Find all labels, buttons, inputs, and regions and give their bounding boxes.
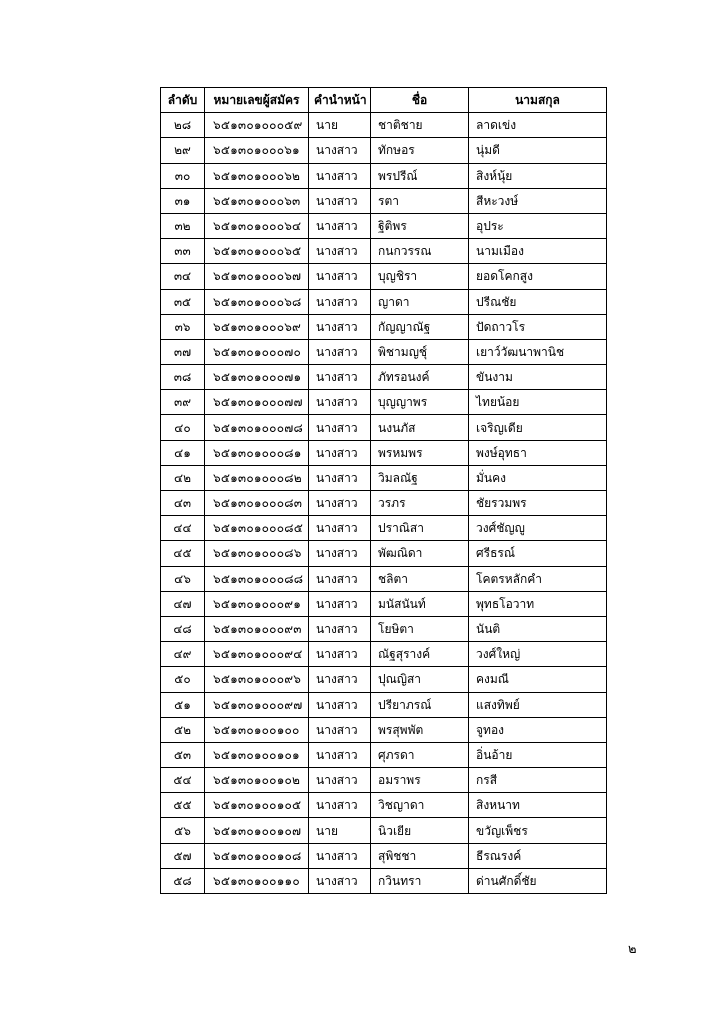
order-cell: ๓๘: [161, 365, 205, 390]
first-name-cell: ศุภรดา: [371, 742, 469, 767]
applicant-number-cell: ๖๕๑๓๐๑๐๐๐๖๑: [205, 138, 309, 163]
first-name-cell: ณัฐสุรางค์: [371, 642, 469, 667]
applicant-number-cell: ๖๕๑๓๐๑๐๐๐๘๑: [205, 440, 309, 465]
applicant-number-cell: ๖๕๑๓๐๑๐๐๐๘๓: [205, 491, 309, 516]
title-cell: นางสาว: [309, 314, 371, 339]
table-row: [161, 188, 607, 213]
order-cell: ๕๐: [161, 667, 205, 692]
title-cell: นางสาว: [309, 264, 371, 289]
header-title: คำนำหน้า: [309, 88, 371, 113]
last-name-cell: แสงทิพย์: [469, 692, 607, 717]
order-cell: ๔๙: [161, 642, 205, 667]
applicant-number-cell: ๖๕๑๓๐๑๐๐๐๙๖: [205, 667, 309, 692]
first-name-cell: วรภร: [371, 491, 469, 516]
header-first-name: ชื่อ: [371, 88, 469, 113]
order-cell: ๕๒: [161, 717, 205, 742]
first-name-cell: อมราพร: [371, 768, 469, 793]
title-cell: นางสาว: [309, 616, 371, 641]
order-cell: ๓๐: [161, 163, 205, 188]
title-cell: นาย: [309, 818, 371, 843]
applicant-number-cell: ๖๕๑๓๐๑๐๐๑๐๕: [205, 793, 309, 818]
applicant-number-cell: ๖๕๑๓๐๑๐๐๐๗๘: [205, 415, 309, 440]
last-name-cell: สีหะวงษ์: [469, 188, 607, 213]
applicant-number-cell: ๖๕๑๓๐๑๐๐๐๗๗: [205, 390, 309, 415]
first-name-cell: ปรียาภรณ์: [371, 692, 469, 717]
order-cell: ๕๓: [161, 742, 205, 767]
first-name-cell: พรหมพร: [371, 440, 469, 465]
order-cell: ๔๒: [161, 465, 205, 490]
last-name-cell: วงศ์ชัญญู: [469, 516, 607, 541]
applicant-number-cell: ๖๕๑๓๐๑๐๐๑๐๑: [205, 742, 309, 767]
applicant-number-cell: ๖๕๑๓๐๑๐๐๐๖๓: [205, 188, 309, 213]
title-cell: นางสาว: [309, 692, 371, 717]
applicant-number-cell: ๖๕๑๓๐๑๐๐๐๖๕: [205, 239, 309, 264]
last-name-cell: พุทธโอวาท: [469, 591, 607, 616]
header-order: ลำดับ: [161, 88, 205, 113]
applicant-number-cell: ๖๕๑๓๐๑๐๐๑๑๐: [205, 868, 309, 893]
applicant-number-cell: ๖๕๑๓๐๑๐๐๐๘๒: [205, 465, 309, 490]
order-cell: ๓๑: [161, 188, 205, 213]
table-body: [161, 113, 607, 894]
title-cell: นางสาว: [309, 415, 371, 440]
table-row: [161, 742, 607, 767]
order-cell: ๔๓: [161, 491, 205, 516]
table-row: [161, 213, 607, 238]
applicant-number-cell: ๖๕๑๓๐๑๐๐๐๙๗: [205, 692, 309, 717]
first-name-cell: รตา: [371, 188, 469, 213]
table-row: [161, 314, 607, 339]
order-cell: ๔๐: [161, 415, 205, 440]
first-name-cell: พรปรีณ์: [371, 163, 469, 188]
applicant-number-cell: ๖๕๑๓๐๑๐๐๐๖๒: [205, 163, 309, 188]
applicant-number-cell: ๖๕๑๓๐๑๐๐๐๗๐: [205, 339, 309, 364]
applicant-number-cell: ๖๕๑๓๐๑๐๐๑๐๒: [205, 768, 309, 793]
first-name-cell: วิมลณัฐ: [371, 465, 469, 490]
applicant-table: [160, 87, 607, 894]
order-cell: ๒๘: [161, 113, 205, 138]
title-cell: นางสาว: [309, 742, 371, 767]
title-cell: นางสาว: [309, 213, 371, 238]
order-cell: ๓๙: [161, 390, 205, 415]
last-name-cell: นันติ: [469, 616, 607, 641]
order-cell: ๔๗: [161, 591, 205, 616]
last-name-cell: จูทอง: [469, 717, 607, 742]
title-cell: นางสาว: [309, 465, 371, 490]
applicant-number-cell: ๖๕๑๓๐๑๐๐๐๙๔: [205, 642, 309, 667]
order-cell: ๓๖: [161, 314, 205, 339]
first-name-cell: ชาติชาย: [371, 113, 469, 138]
title-cell: นางสาว: [309, 541, 371, 566]
applicant-number-cell: ๖๕๑๓๐๑๐๐๐๘๕: [205, 516, 309, 541]
title-cell: นางสาว: [309, 440, 371, 465]
table-row: [161, 717, 607, 742]
title-cell: นางสาว: [309, 365, 371, 390]
title-cell: นางสาว: [309, 289, 371, 314]
last-name-cell: ขวัญเพ็ชร: [469, 818, 607, 843]
first-name-cell: ปุณญิสา: [371, 667, 469, 692]
title-cell: นางสาว: [309, 868, 371, 893]
last-name-cell: ยอดโคกสูง: [469, 264, 607, 289]
title-cell: นาย: [309, 113, 371, 138]
title-cell: นางสาว: [309, 566, 371, 591]
first-name-cell: นิวเยีย: [371, 818, 469, 843]
first-name-cell: ปราณิสา: [371, 516, 469, 541]
applicant-number-cell: ๖๕๑๓๐๑๐๐๐๕๙: [205, 113, 309, 138]
order-cell: ๔๖: [161, 566, 205, 591]
applicant-number-cell: ๖๕๑๓๐๑๐๐๑๐๐: [205, 717, 309, 742]
header-applicant-number: หมายเลขผู้สมัคร: [205, 88, 309, 113]
first-name-cell: ภัทรอนงค์: [371, 365, 469, 390]
order-cell: ๓๕: [161, 289, 205, 314]
first-name-cell: ชลิตา: [371, 566, 469, 591]
order-cell: ๓๔: [161, 264, 205, 289]
table-row: [161, 339, 607, 364]
table-row: [161, 365, 607, 390]
table-row: [161, 264, 607, 289]
table-row: [161, 163, 607, 188]
table-row: [161, 289, 607, 314]
table-row: [161, 390, 607, 415]
applicant-number-cell: ๖๕๑๓๐๑๐๐๐๘๘: [205, 566, 309, 591]
table-row: [161, 868, 607, 893]
title-cell: นางสาว: [309, 390, 371, 415]
table-row: [161, 465, 607, 490]
table-row: [161, 138, 607, 163]
order-cell: ๕๕: [161, 793, 205, 818]
last-name-cell: ไทยน้อย: [469, 390, 607, 415]
order-cell: ๕๑: [161, 692, 205, 717]
first-name-cell: โยษิตา: [371, 616, 469, 641]
order-cell: ๓๒: [161, 213, 205, 238]
last-name-cell: พงษ์อุทธา: [469, 440, 607, 465]
table-row: [161, 516, 607, 541]
table-row: [161, 667, 607, 692]
title-cell: นางสาว: [309, 591, 371, 616]
order-cell: ๕๖: [161, 818, 205, 843]
title-cell: นางสาว: [309, 843, 371, 868]
last-name-cell: สิงห์นุ้ย: [469, 163, 607, 188]
last-name-cell: ปรีณชัย: [469, 289, 607, 314]
applicant-number-cell: ๖๕๑๓๐๑๐๐๐๖๔: [205, 213, 309, 238]
order-cell: ๔๕: [161, 541, 205, 566]
applicant-number-cell: ๖๕๑๓๐๑๐๐๐๖๘: [205, 289, 309, 314]
table-header: [161, 88, 607, 113]
first-name-cell: วิชญาดา: [371, 793, 469, 818]
order-cell: ๕๔: [161, 768, 205, 793]
last-name-cell: ด่านศักดิ์ชัย: [469, 868, 607, 893]
table-row: [161, 591, 607, 616]
title-cell: นางสาว: [309, 768, 371, 793]
order-cell: ๕๗: [161, 843, 205, 868]
last-name-cell: อุประ: [469, 213, 607, 238]
last-name-cell: ชัยรวมพร: [469, 491, 607, 516]
title-cell: นางสาว: [309, 516, 371, 541]
title-cell: นางสาว: [309, 163, 371, 188]
table-row: [161, 843, 607, 868]
title-cell: นางสาว: [309, 793, 371, 818]
table-row: [161, 491, 607, 516]
header-row: [161, 88, 607, 113]
table-row: [161, 566, 607, 591]
last-name-cell: อิ่นอ้าย: [469, 742, 607, 767]
title-cell: นางสาว: [309, 138, 371, 163]
title-cell: นางสาว: [309, 339, 371, 364]
last-name-cell: โคตรหลักคำ: [469, 566, 607, 591]
order-cell: ๓๓: [161, 239, 205, 264]
order-cell: ๕๘: [161, 868, 205, 893]
first-name-cell: นงนภัส: [371, 415, 469, 440]
table-row: [161, 793, 607, 818]
applicant-number-cell: ๖๕๑๓๐๑๐๐๑๐๘: [205, 843, 309, 868]
table-row: [161, 440, 607, 465]
last-name-cell: เจริญเดีย: [469, 415, 607, 440]
table-row: [161, 616, 607, 641]
table-row: [161, 818, 607, 843]
applicant-number-cell: ๖๕๑๓๐๑๐๐๐๖๗: [205, 264, 309, 289]
order-cell: ๔๑: [161, 440, 205, 465]
last-name-cell: ขันงาม: [469, 365, 607, 390]
title-cell: นางสาว: [309, 491, 371, 516]
first-name-cell: ฐิติพร: [371, 213, 469, 238]
last-name-cell: กรสี: [469, 768, 607, 793]
order-cell: ๔๘: [161, 616, 205, 641]
first-name-cell: พิชามญชุ์: [371, 339, 469, 364]
last-name-cell: ศรีธรณ์: [469, 541, 607, 566]
first-name-cell: กัญญาณัฐ: [371, 314, 469, 339]
applicant-number-cell: ๖๕๑๓๐๑๐๐๑๐๗: [205, 818, 309, 843]
table-row: [161, 768, 607, 793]
last-name-cell: มั่นคง: [469, 465, 607, 490]
applicant-number-cell: ๖๕๑๓๐๑๐๐๐๙๑: [205, 591, 309, 616]
applicant-number-cell: ๖๕๑๓๐๑๐๐๐๖๙: [205, 314, 309, 339]
first-name-cell: มนัสนันท์: [371, 591, 469, 616]
first-name-cell: บุญชิรา: [371, 264, 469, 289]
first-name-cell: สุพิชชา: [371, 843, 469, 868]
last-name-cell: เยาว์วัฒนาพานิช: [469, 339, 607, 364]
last-name-cell: ลาดเข่ง: [469, 113, 607, 138]
table-row: [161, 541, 607, 566]
order-cell: ๒๙: [161, 138, 205, 163]
page-number: ๒: [628, 942, 637, 957]
first-name-cell: กวินทรา: [371, 868, 469, 893]
order-cell: ๓๗: [161, 339, 205, 364]
last-name-cell: สิงหนาท: [469, 793, 607, 818]
applicant-number-cell: ๖๕๑๓๐๑๐๐๐๙๓: [205, 616, 309, 641]
table-row: [161, 642, 607, 667]
last-name-cell: คงมณี: [469, 667, 607, 692]
last-name-cell: นามเมือง: [469, 239, 607, 264]
order-cell: ๔๔: [161, 516, 205, 541]
table-row: [161, 692, 607, 717]
first-name-cell: ทักษอร: [371, 138, 469, 163]
first-name-cell: พรสุพพัต: [371, 717, 469, 742]
title-cell: นางสาว: [309, 239, 371, 264]
table-row: [161, 415, 607, 440]
applicant-number-cell: ๖๕๑๓๐๑๐๐๐๘๖: [205, 541, 309, 566]
last-name-cell: วงศ์ใหญ่: [469, 642, 607, 667]
first-name-cell: พัฒณิดา: [371, 541, 469, 566]
last-name-cell: ปัดถาวโร: [469, 314, 607, 339]
first-name-cell: กนกวรรณ: [371, 239, 469, 264]
applicant-number-cell: ๖๕๑๓๐๑๐๐๐๗๑: [205, 365, 309, 390]
title-cell: นางสาว: [309, 667, 371, 692]
title-cell: นางสาว: [309, 188, 371, 213]
first-name-cell: ญาดา: [371, 289, 469, 314]
header-last-name: นามสกุล: [469, 88, 607, 113]
title-cell: นางสาว: [309, 642, 371, 667]
table-row: [161, 239, 607, 264]
first-name-cell: บุญญาพร: [371, 390, 469, 415]
table-row: [161, 113, 607, 138]
last-name-cell: ธีรณรงค์: [469, 843, 607, 868]
last-name-cell: นุ่มดี: [469, 138, 607, 163]
title-cell: นางสาว: [309, 717, 371, 742]
